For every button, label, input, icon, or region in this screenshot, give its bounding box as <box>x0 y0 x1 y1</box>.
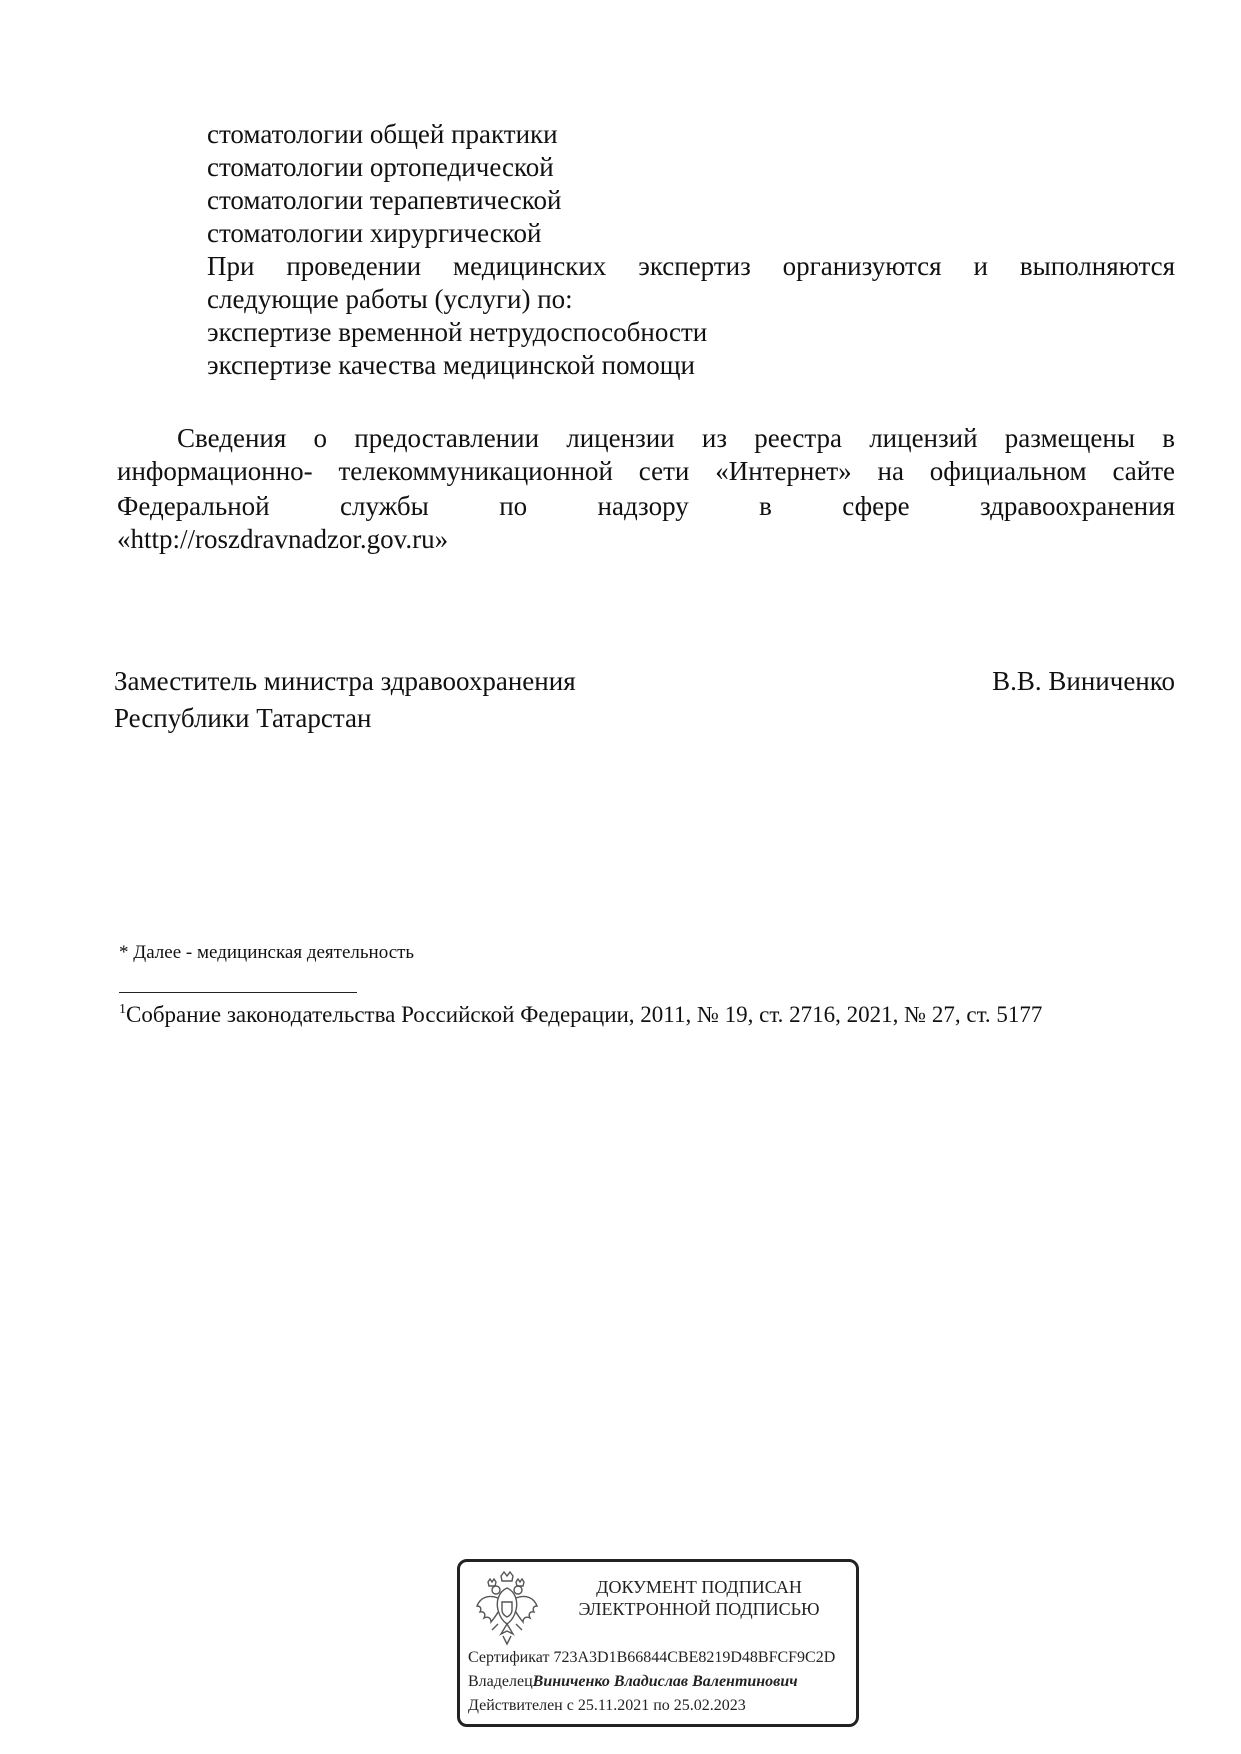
expertise-intro-line: следующие работы (услуги) по: <box>207 284 573 314</box>
list-item: экспертизе временной нетрудоспособности <box>207 317 708 347</box>
note-text: * Далее - медицинская деятельность <box>119 942 415 963</box>
signatory-name: В.В. Виниченко <box>992 666 1175 696</box>
list-item: стоматологии ортопедической <box>207 152 554 182</box>
footnote-text: Собрание законодательства Российской Федерации, 2011, № 19, ст. 2716, 2021, № 27, ст. 5177 <box>126 1002 1043 1027</box>
list-item: стоматологии общей практики <box>207 119 558 149</box>
stamp-validity: Действителен с 25.11.2021 по 25.02.2023 <box>468 1697 746 1714</box>
list-item: стоматологии терапевтической <box>207 185 562 215</box>
registry-paragraph-line: «http://roszdravnadzor.gov.ru» <box>117 524 449 554</box>
registry-paragraph-line: Федеральной службы по надзору в сфере здравоохранения <box>117 491 1175 521</box>
stamp-certificate <box>468 1648 835 1668</box>
coat-of-arms-icon <box>474 1568 540 1646</box>
owner-value: Виниченко Владислав Валентинович <box>532 1673 798 1690</box>
expertise-intro-line: При проведении медицинских экспертиз организуются и выполняются <box>207 251 1175 281</box>
signatory-position: Заместитель министра здравоохранения <box>114 666 576 696</box>
signatory-position: Республики Татарстан <box>114 703 372 733</box>
footnote-divider <box>119 992 357 993</box>
stamp-title: ДОКУМЕНТ ПОДПИСАН <box>596 1577 802 1597</box>
list-item: экспертизе качества медицинской помощи <box>207 350 695 380</box>
stamp-title: ЭЛЕКТРОННОЙ ПОДПИСЬЮ <box>578 1599 820 1619</box>
certificate-label: Сертификат <box>468 1649 550 1666</box>
registry-paragraph-line: информационно- телекоммуникационной сети «Интернет» на официальном сайте <box>117 456 1175 486</box>
list-item: стоматологии хирургической <box>207 218 542 248</box>
registry-paragraph-line: Сведения о предоставлении лицензии из реестра лицензий размещены в <box>177 423 1175 453</box>
owner-label: Владелец <box>468 1673 533 1690</box>
certificate-value: 723A3D1B66844CBE8219D48BFCF9C2D <box>553 1649 836 1666</box>
signature-stamp <box>457 1559 859 1727</box>
footnote <box>119 996 1042 1029</box>
footnote-marker: 1 <box>119 1002 126 1017</box>
stamp-owner <box>468 1672 798 1692</box>
